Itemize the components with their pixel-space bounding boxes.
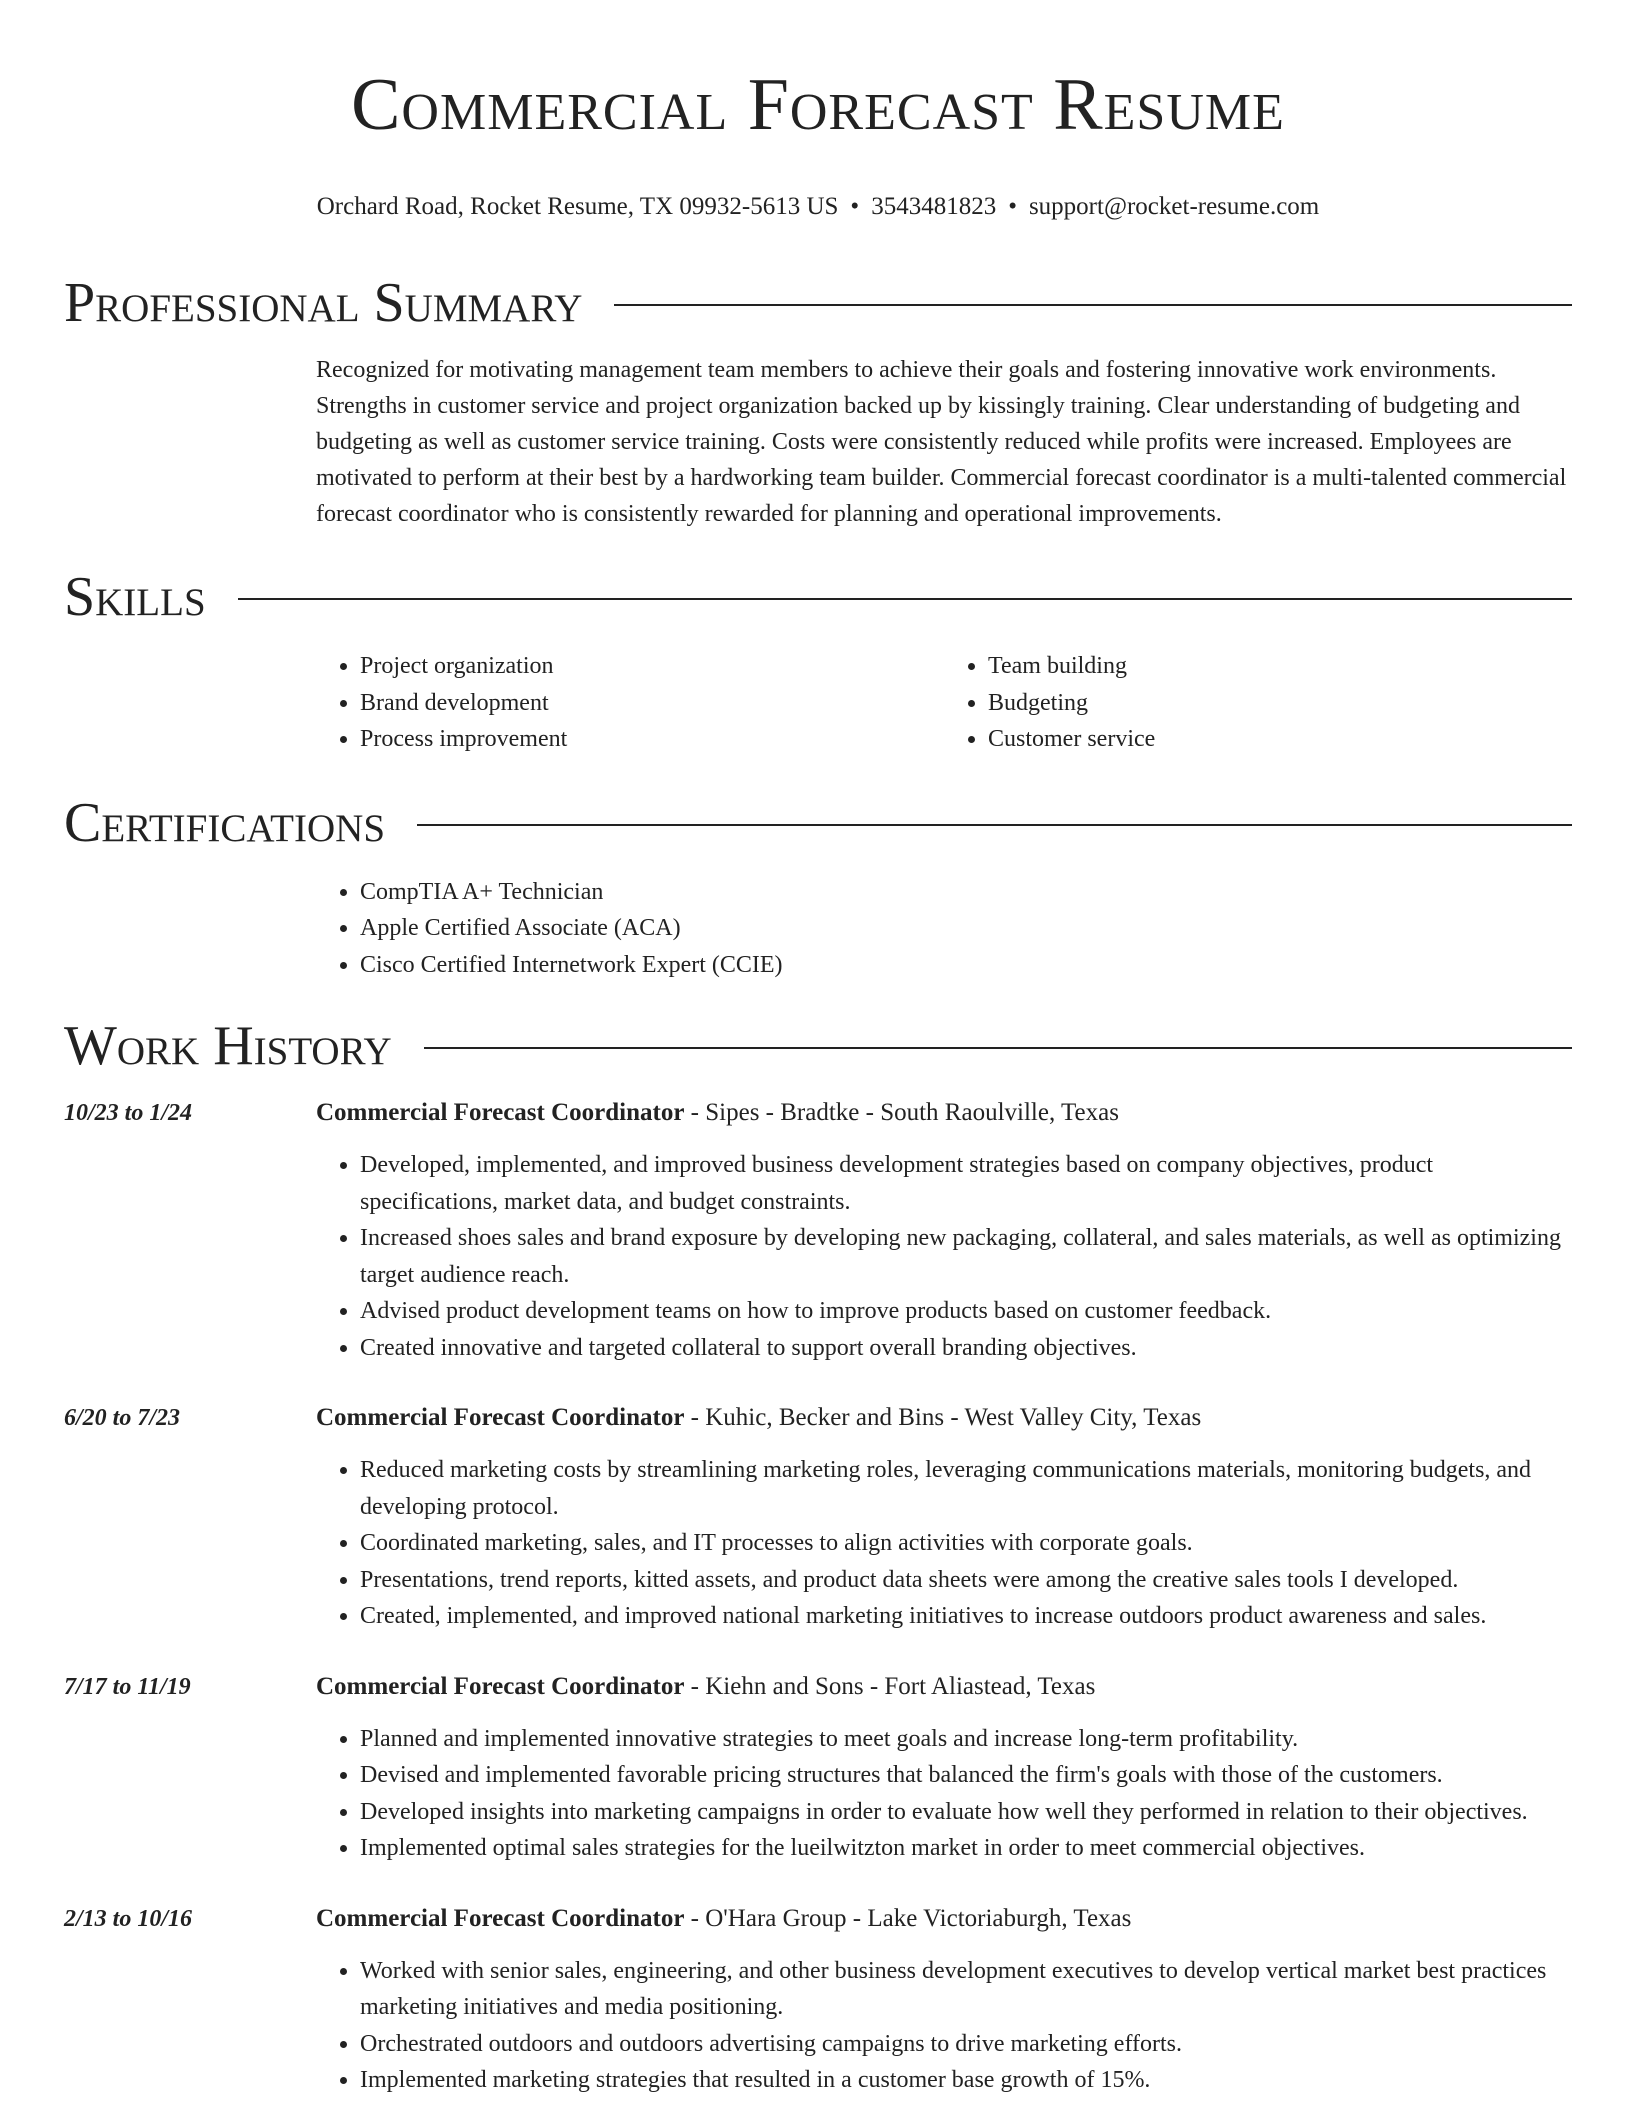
job-title: Commercial Forecast Coordinator [316, 1904, 685, 1932]
job-bullets [316, 1147, 1572, 1366]
section-divider [417, 824, 1572, 826]
job-dates: 10/23 to 1/24 [64, 1100, 193, 1126]
job-company: - Sipes - Bradtke - South Raoulville, Texas [684, 1099, 1119, 1126]
job-bullet: • Planned and implemented innovative strategies to meet goals and increase long-term profitability. [360, 1721, 1572, 1758]
skill-item: • Customer service [988, 721, 1572, 758]
summary-section-header [64, 268, 1572, 338]
work-section-header [64, 1011, 1572, 1081]
job-company: - Kiehn and Sons - Fort Aliastead, Texas [684, 1672, 1096, 1700]
section-divider [238, 598, 1572, 600]
section-divider [614, 304, 1572, 306]
skill-item: • Budgeting [988, 685, 1572, 722]
skill-item: • Brand development [360, 685, 944, 722]
job-bullet: • Created, implemented, and improved national marketing initiatives to increase outdoors product awareness and sales. [360, 1598, 1572, 1635]
job-entry [64, 1901, 1572, 2099]
certifications-section-header [64, 788, 1572, 858]
job-bullet: • Reduced marketing costs by streamlining marketing roles, leveraging communications materials, monitoring budgets, and developing protocol. [360, 1452, 1572, 1525]
summary-text: Recognized for motivating management team members to achieve their goals and fostering innovative work environments. Strengths in customer service and project organization backed up by kissingly training. Clear understanding of budgeting and budgeting as well as customer service training. Costs were consistently reduced while profits were increased. Employees are motivated to perform at their best by a hardworking team builder. Commercial forecast coordinator is a multi-talented commercial forecast coordinator who is consistently rewarded for planning and operational improvements. [316, 357, 1567, 527]
job-bullet: • Presentations, trend reports, kitted assets, and product data sheets were among the creative sales tools I developed. [360, 1562, 1572, 1599]
job-entry [64, 1095, 1572, 1366]
job-bullet: • Devised and implemented favorable pricing structures that balanced the firm's goals with those of the customers. [360, 1757, 1572, 1794]
job-bullet: • Advised product development teams on how to improve products based on customer feedback. [360, 1293, 1572, 1330]
job-company: - Kuhic, Becker and Bins - West Valley City, Texas [684, 1404, 1202, 1431]
certifications-list [316, 874, 1572, 984]
skills-list-left [316, 648, 944, 758]
contact-email: support@rocket-resume.com [1028, 193, 1320, 220]
job-bullets [316, 1452, 1572, 1635]
summary-heading: Professional Summary [64, 272, 583, 334]
job-entry [64, 1669, 1572, 1867]
job-bullet: • Created innovative and targeted collateral to support overall branding objectives. [360, 1330, 1572, 1367]
job-dates: 7/17 to 11/19 [64, 1673, 191, 1700]
job-title-line [316, 1400, 1572, 1436]
certifications-section [316, 874, 1572, 984]
job-bullet: • Orchestrated outdoors and outdoors advertising campaigns to drive marketing efforts. [360, 2026, 1572, 2063]
resume-name: Commercial Forecast Resume [351, 64, 1285, 146]
job-title: Commercial Forecast Coordinator [316, 1404, 685, 1431]
certification-item: • Cisco Certified Internetwork Expert (CCIE) [360, 947, 1572, 984]
certifications-heading: Certifications [64, 791, 386, 854]
section-divider [424, 1047, 1572, 1049]
resume-page [64, 0, 1572, 2099]
skills-list-right [944, 648, 1572, 758]
job-bullet: • Developed insights into marketing campaigns in order to evaluate how well they performed in relation to their objectives. [360, 1794, 1572, 1831]
job-bullets [316, 1953, 1572, 2099]
job-dates: 2/13 to 10/16 [64, 1905, 193, 1932]
skill-item: • Team building [988, 648, 1572, 685]
job-bullet: • Worked with senior sales, engineering, and other business development executives to develop vertical market best practices marketing initiatives and media positioning. [360, 1953, 1572, 2026]
job-bullet: • Implemented optimal sales strategies for the lueilwitzton market in order to meet commercial objectives. [360, 1830, 1572, 1867]
job-entry [64, 1400, 1572, 1635]
contact-phone: 3543481823 [871, 193, 997, 220]
job-title: Commercial Forecast Coordinator [316, 1099, 685, 1126]
job-company: - O'Hara Group - Lake Victoriaburgh, Texas [684, 1904, 1132, 1932]
job-bullet: • Implemented marketing strategies that resulted in a customer base growth of 15%. [360, 2062, 1572, 2099]
job-title-line [316, 1095, 1572, 1131]
work-heading: Work History [64, 1015, 392, 1077]
job-title-line [316, 1669, 1572, 1705]
job-bullet: • Coordinated marketing, sales, and IT processes to align activities with corporate goals. [360, 1525, 1572, 1562]
contact-separator: • [850, 193, 860, 220]
job-bullet: • Increased shoes sales and brand exposure by developing new packaging, collateral, and sales materials, as well as optimizing target audience reach. [360, 1220, 1572, 1293]
contact-line [64, 190, 1572, 224]
summary-section [316, 352, 1572, 532]
job-title-line [316, 1901, 1572, 1937]
certification-item: • CompTIA A+ Technician [360, 874, 1572, 911]
job-dates: 6/20 to 7/23 [64, 1405, 181, 1431]
skills-section [316, 648, 1572, 758]
job-bullets [316, 1721, 1572, 1867]
certification-item: • Apple Certified Associate (ACA) [360, 910, 1572, 947]
contact-separator: • [1008, 193, 1017, 220]
job-title: Commercial Forecast Coordinator [316, 1672, 685, 1700]
skills-heading: Skills [64, 566, 206, 628]
skill-item: • Process improvement [360, 721, 944, 758]
skill-item: • Project organization [360, 648, 944, 685]
contact-address: Orchard Road, Rocket Resume, TX 09932-5613 US [316, 193, 839, 220]
job-bullet: • Developed, implemented, and improved business development strategies based on company objectives, product specifications, market data, and budget constraints. [360, 1147, 1572, 1220]
skills-section-header [64, 562, 1572, 632]
